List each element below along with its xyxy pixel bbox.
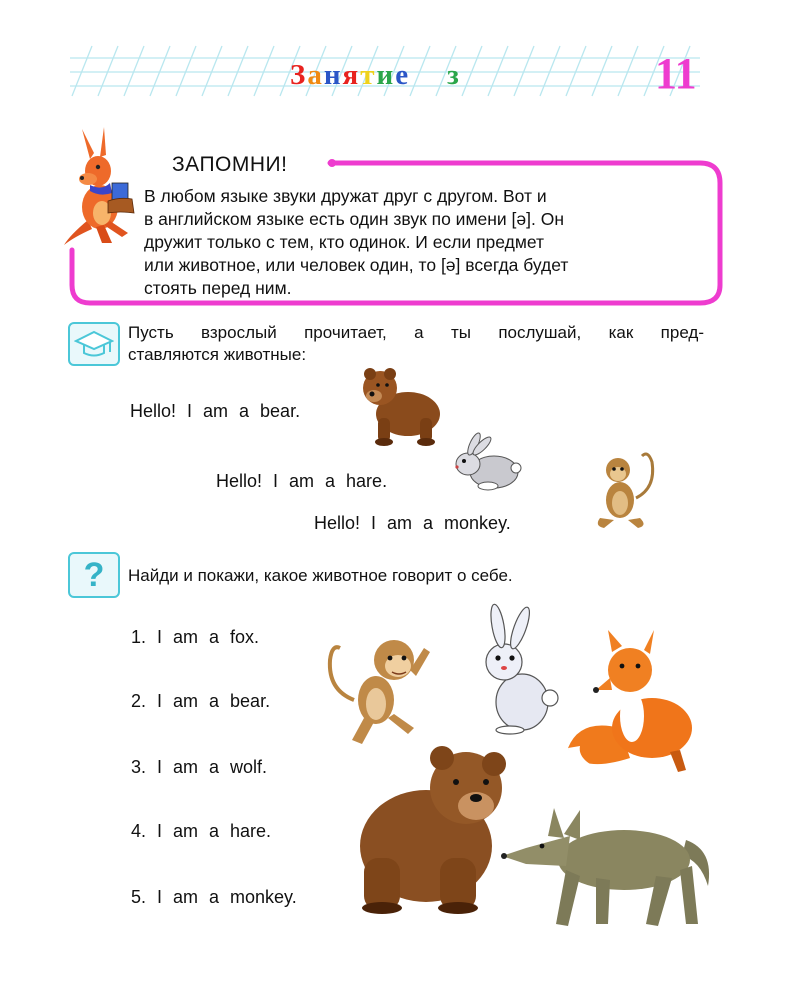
header-slant-line <box>566 46 586 96</box>
monkey-illustration-large <box>324 630 436 750</box>
question-mark-icon: ? <box>83 556 105 594</box>
hello-phrase-monkey: Hello! I am a monkey. <box>314 513 511 533</box>
list-item: 2. I am a bear. <box>131 691 271 711</box>
hello-phrase-bear: Hello! I am a bear. <box>130 401 301 421</box>
list-item: 4. I am a hare. <box>131 821 272 841</box>
remember-heading: ЗАПОМНИ! <box>172 153 288 176</box>
rule-line: В любом языке звуки дружат друг с другом. Вот и <box>144 186 547 206</box>
rule-line: стоять перед ним. <box>144 278 292 298</box>
instruction-line: ставляются животные: <box>128 345 307 364</box>
hare-illustration-large <box>470 602 568 736</box>
title-letter: и <box>376 59 396 91</box>
title-letter: а <box>307 59 324 91</box>
header-slant-line <box>514 46 534 96</box>
listen-exercise-icon-box <box>68 322 120 366</box>
hare-illustration <box>448 432 524 494</box>
header-slant-line <box>254 46 274 96</box>
fox-illustration <box>560 628 716 778</box>
find-instruction: Найди и покажи, какое животное говорит о себе. <box>128 566 513 585</box>
title-letter: е <box>395 59 411 91</box>
header-slant-line <box>592 46 612 96</box>
page-number: 11 <box>655 49 697 98</box>
rule-line: или животное, или человек один, то [ə] всегда будет <box>144 255 569 275</box>
header-slant-line <box>540 46 560 96</box>
rule-line: в английском языке есть один звук по имени [ə]. Он <box>144 209 564 229</box>
instruction-line: Пусть взрослый прочитает, а ты послушай, как пред- <box>128 323 704 342</box>
lesson-title <box>290 55 461 95</box>
header-slant-line <box>228 46 248 96</box>
kangaroo-illustration <box>60 125 150 250</box>
list-item: 3. I am a wolf. <box>131 757 268 777</box>
header-slant-line <box>462 46 482 96</box>
title-letter: н <box>323 59 343 91</box>
hello-phrase-hare: Hello! I am a hare. <box>216 471 388 491</box>
header-slant-line <box>202 46 222 96</box>
header-slant-line <box>488 46 508 96</box>
list-item: 5. I am a monkey. <box>131 887 297 907</box>
header-slant-line <box>150 46 170 96</box>
header-slant-line <box>98 46 118 96</box>
bear-illustration-large <box>346 738 514 914</box>
question-exercise-icon-box <box>68 552 120 598</box>
graduation-cap-icon <box>74 328 114 360</box>
title-letter: я <box>342 59 361 91</box>
title-letter: З <box>290 59 308 91</box>
list-item: 1. I am a fox. <box>131 627 260 647</box>
monkey-illustration <box>586 448 658 532</box>
header-slant-line <box>176 46 196 96</box>
header-slant-line <box>618 46 638 96</box>
header-slant-line <box>124 46 144 96</box>
remember-rule-text <box>144 185 696 300</box>
rule-line: дружит только с тем, кто одинок. И если предмет <box>144 232 545 252</box>
listen-instruction <box>128 322 704 366</box>
bear-illustration <box>358 366 444 446</box>
header-slant-line <box>72 46 92 96</box>
title-letter: з <box>410 59 461 91</box>
title-letter: т <box>360 59 377 91</box>
wolf-illustration <box>496 800 718 930</box>
